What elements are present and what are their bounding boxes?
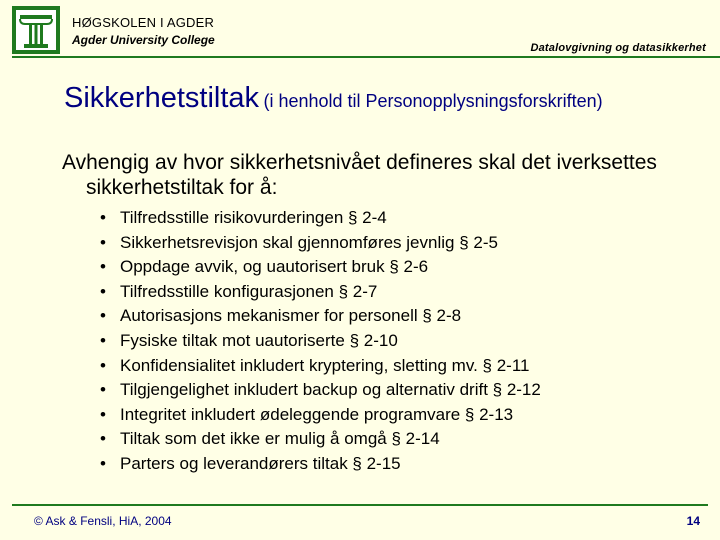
slide-title bbox=[64, 82, 603, 115]
page-number: 14 bbox=[686, 514, 700, 528]
list-item bbox=[100, 452, 541, 477]
list-item-text: Autorisasjons mekanismer for personell § 2-8 bbox=[120, 306, 462, 326]
bullet-icon: • bbox=[100, 330, 106, 350]
column-pillar-icon bbox=[12, 6, 60, 54]
school-name: HØGSKOLEN I AGDER bbox=[72, 15, 215, 30]
slide-title-main: Sikkerhetstiltak bbox=[64, 82, 260, 114]
measures-list bbox=[100, 206, 541, 477]
list-item bbox=[100, 304, 541, 329]
slide-title-subtitle: (i henhold til Personopplysningsforskriften) bbox=[263, 91, 603, 111]
list-item-text: Sikkerhetsrevisjon skal gjennomføres jevnlig § 2-5 bbox=[120, 232, 498, 252]
bullet-icon: • bbox=[100, 257, 106, 277]
copyright-notice: © Ask & Fensli, HiA, 2004 bbox=[34, 514, 172, 528]
list-item-text: Integritet inkludert ødeleggende programvare § 2-13 bbox=[120, 404, 514, 424]
list-item bbox=[100, 403, 541, 428]
bullet-icon: • bbox=[100, 429, 106, 449]
bullet-icon: • bbox=[100, 232, 106, 252]
list-item bbox=[100, 206, 541, 231]
bullet-icon: • bbox=[100, 355, 106, 375]
bullet-icon: • bbox=[100, 306, 106, 326]
list-item bbox=[100, 329, 541, 354]
list-item bbox=[100, 378, 541, 403]
header-divider bbox=[12, 56, 720, 58]
list-item-text: Tiltak som det ikke er mulig å omgå § 2-14 bbox=[120, 429, 440, 449]
list-item-text: Konfidensialitet inkludert kryptering, sletting mv. § 2-11 bbox=[120, 355, 530, 375]
bullet-icon: • bbox=[100, 281, 106, 301]
list-item bbox=[100, 427, 541, 452]
list-item bbox=[100, 255, 541, 280]
bullet-icon: • bbox=[100, 453, 106, 473]
list-item-text: Tilfredsstille risikovurderingen § 2-4 bbox=[120, 208, 387, 227]
bullet-icon: • bbox=[100, 380, 106, 400]
list-item-text: Parters og leverandørers tiltak § 2-15 bbox=[120, 453, 401, 473]
list-item bbox=[100, 231, 541, 256]
course-title: Datalovgivning og datasikkerhet bbox=[530, 42, 706, 54]
list-item-text: Fysiske tiltak mot uautoriserte § 2-10 bbox=[120, 330, 398, 350]
school-name-english: Agder University College bbox=[72, 33, 215, 47]
bullet-icon: • bbox=[100, 208, 106, 227]
bullet-icon: • bbox=[100, 404, 106, 424]
list-item-text: Tilfredsstille konfigurasjonen § 2-7 bbox=[120, 281, 378, 301]
list-item-text: Oppdage avvik, og uautorisert bruk § 2-6 bbox=[120, 257, 429, 277]
list-item bbox=[100, 280, 541, 305]
list-item-text: Tilgjengelighet inkludert backup og alternativ drift § 2-12 bbox=[120, 380, 541, 400]
intro-paragraph: Avhengig av hvor sikkerhetsnivået defineres skal det iverksettes sikkerhetstiltak for å: bbox=[62, 151, 657, 199]
list-item bbox=[100, 354, 541, 379]
footer-divider bbox=[12, 504, 708, 506]
